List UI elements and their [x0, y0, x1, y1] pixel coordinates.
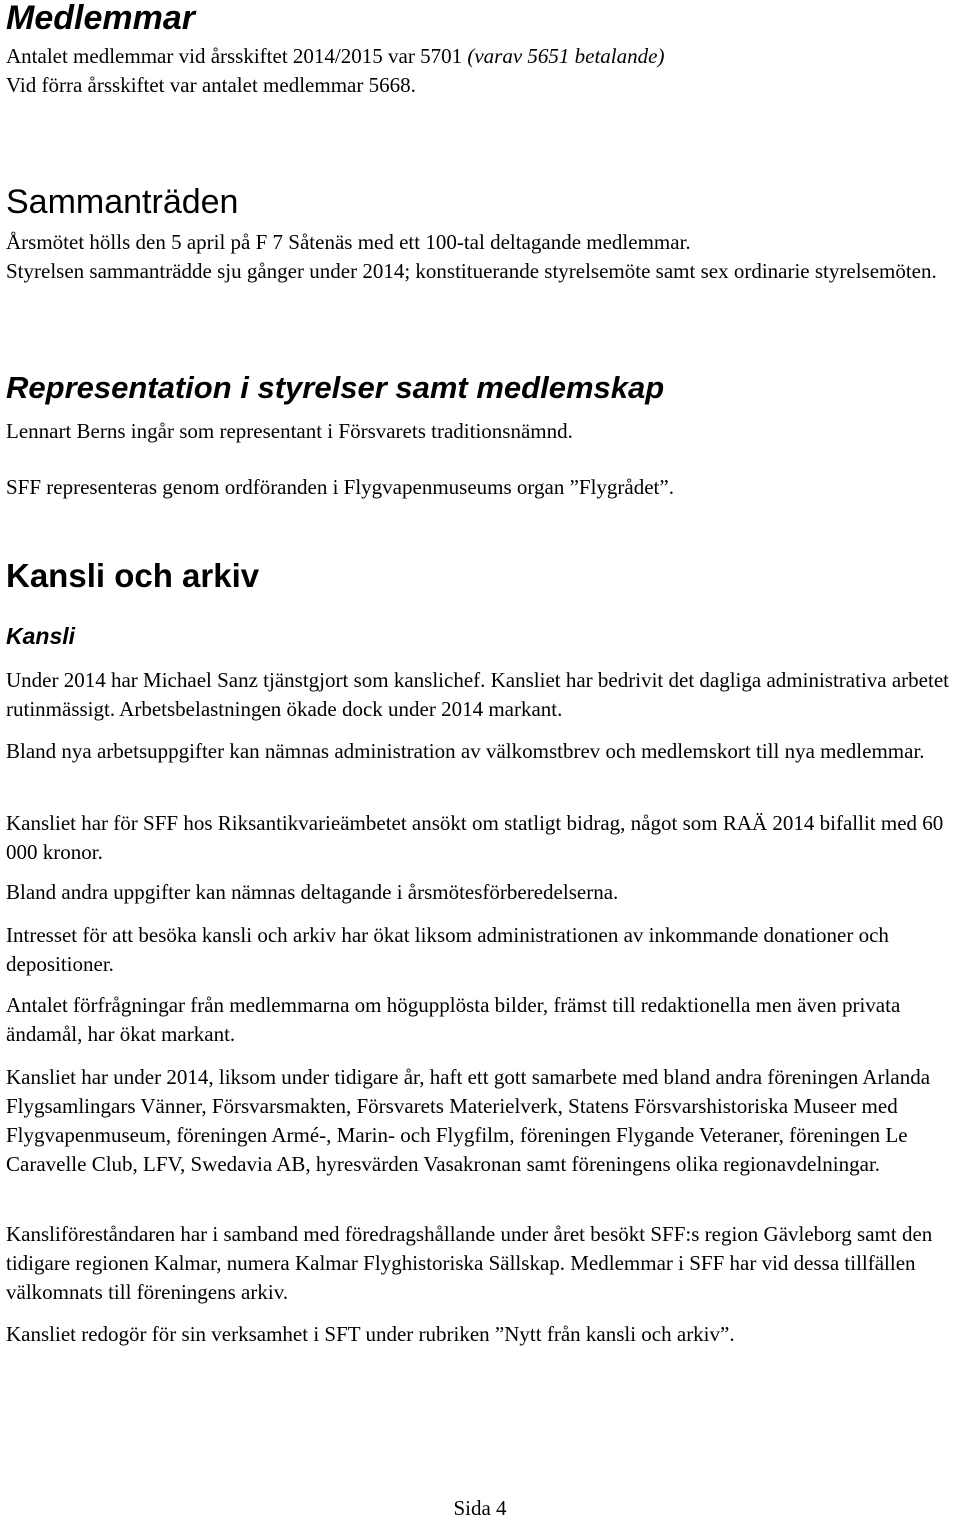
paragraph-kansli-9: Kansliet redogör för sin verksamhet i SFT under rubriken ”Nytt från kansli och arkiv”. [6, 1322, 735, 1346]
paragraph-representation-2: SFF representeras genom ordföranden i Flygvapenmuseums organ ”Flygrådet”. [6, 475, 674, 499]
paragraph-members-count [6, 42, 956, 71]
paragraph-kansli-8: Kansliföreståndaren har i samband med föredragshållande under året besökt SFF:s region Gävleborg samt den tidigare regionen Kalmar, numera Kalmar Flyghistoriska Sällskap. Medlemmar i SFF har vid dessa tillfällen välkomnats till föreningens arkiv. [6, 1222, 933, 1304]
paragraph-kansli-3: Kansliet har för SFF hos Riksantikvarieämbetet ansökt om statligt bidrag, något som RAÄ 2014 bifallit med 60 000 kronor. [6, 811, 944, 864]
paragraph-annual-meeting: Årsmötet hölls den 5 april på F 7 Såtenäs med ett 100-tal deltagande medlemmar. [6, 230, 691, 254]
members-paying-note: (varav 5651 betalande) [467, 44, 665, 68]
paragraph-kansli-2: Bland nya arbetsuppgifter kan nämnas administration av välkomstbrev och medlemskort till nya medlemmar. [6, 739, 925, 763]
paragraph-representation-1: Lennart Berns ingår som representant i Försvarets traditionsnämnd. [6, 419, 573, 443]
paragraph-kansli-4: Bland andra uppgifter kan nämnas deltagande i årsmötesförberedelserna. [6, 880, 619, 904]
page-number: Sida 4 [453, 1496, 507, 1520]
paragraph-previous-count: Vid förra årsskiftet var antalet medlemmar 5668. [6, 73, 416, 97]
heading-medlemmar: Medlemmar [6, 0, 195, 37]
subheading-kansli: Kansli [6, 623, 76, 649]
paragraph-board-meetings: Styrelsen sammanträdde sju gånger under 2014; konstituerande styrelsemöte samt sex ordinarie styrelsemöten. [6, 259, 937, 283]
heading-sammantraden: Sammanträden [6, 183, 239, 221]
paragraph-kansli-7: Kansliet har under 2014, liksom under tidigare år, haft ett gott samarbete med bland andra föreningen Arlanda Flygsamlingars Vänner, Försvarsmakten, Försvarets Materielverk, Statens Försvarshistoriska Museer med Flygvapenmuseum, föreningen Armé-, Marin- och Flygfilm, föreningen Flygande Veteraner, föreningen Le Caravelle Club, LFV, Swedavia AB, hyresvärden Vasakronan samt föreningens olika regionavdelningar. [6, 1065, 931, 1176]
paragraph-kansli-5: Intresset för att besöka kansli och arkiv har ökat liksom administrationen av inkommande donationer och depositioner. [6, 923, 889, 976]
heading-representation: Representation i styrelser samt medlemskap [6, 370, 665, 405]
members-count-text: Antalet medlemmar vid årsskiftet 2014/2015 var 5701 [6, 44, 468, 68]
heading-kansli-arkiv: Kansli och arkiv [6, 557, 260, 594]
paragraph-kansli-6: Antalet förfrågningar från medlemmarna om högupplösta bilder, främst till redaktionella men även privata ändamål, har ökat markant. [6, 993, 901, 1046]
paragraph-kansli-1: Under 2014 har Michael Sanz tjänstgjort som kanslichef. Kansliet har bedrivit det dagliga administrativa arbetet rutinmässigt. Arbetsbelastningen ökade dock under 2014 markant. [6, 668, 949, 721]
